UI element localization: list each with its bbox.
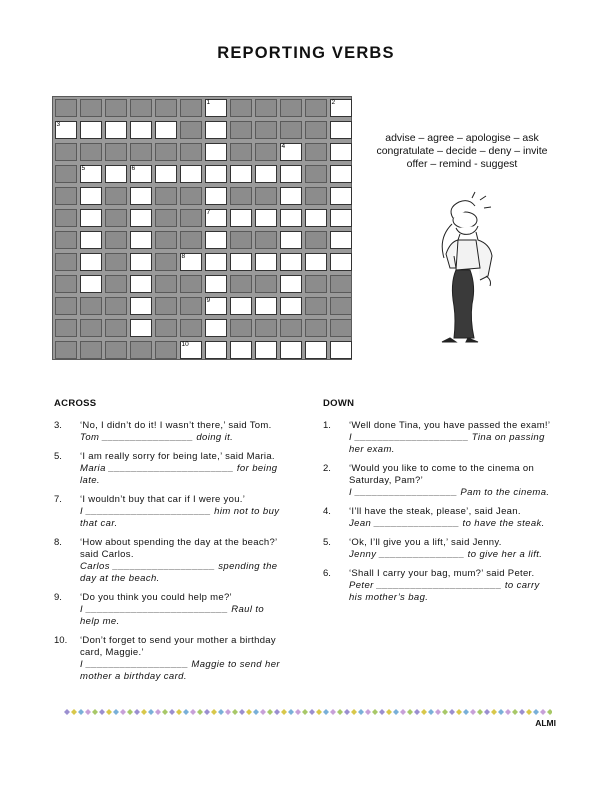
crossword-cell <box>180 121 202 139</box>
crossword-cell <box>55 275 77 293</box>
crossword-cell <box>155 275 177 293</box>
crossword-cell <box>80 275 102 293</box>
crossword-cell <box>105 341 127 359</box>
divider-ornament <box>92 709 98 715</box>
word-bank-line: congratulate – decide – deny – invite <box>376 145 548 157</box>
crossword-cell <box>180 143 202 161</box>
across-clue <box>54 420 284 444</box>
crossword-cell <box>255 165 277 183</box>
crossword-cell <box>255 231 277 249</box>
crossword-cell <box>305 121 327 139</box>
crossword-cell <box>280 121 302 139</box>
divider-ornament <box>141 709 147 715</box>
crossword-cell <box>80 121 102 139</box>
crossword-cell <box>180 253 202 271</box>
divider-ornament <box>463 709 469 715</box>
word-bank-line: offer – remind - suggest <box>406 158 518 170</box>
crossword-cell <box>80 165 102 183</box>
crossword-cell <box>130 165 152 183</box>
crossword-cell <box>80 209 102 227</box>
crossword-cell <box>305 253 327 271</box>
crossword-cell <box>180 187 202 205</box>
divider-ornament <box>85 709 91 715</box>
divider-ornament <box>428 709 434 715</box>
divider-ornament <box>323 709 329 715</box>
divider-ornament <box>295 709 301 715</box>
divider-ornament <box>449 709 455 715</box>
crossword-cell <box>105 187 127 205</box>
crossword-cell <box>180 209 202 227</box>
divider-ornament <box>477 709 483 715</box>
crossword-cell <box>130 121 152 139</box>
crossword-cell <box>55 187 77 205</box>
crossword-cell <box>230 143 252 161</box>
crossword-cell <box>205 231 227 249</box>
down-heading: DOWN <box>323 398 355 409</box>
divider-ornament <box>379 709 385 715</box>
crossword-cell <box>255 319 277 337</box>
clue-answer-line: I _________________________ Raul to help me. <box>80 604 265 627</box>
crossword-cell <box>205 297 227 315</box>
clue-number: 4. <box>323 506 331 517</box>
crossword-cell <box>55 99 77 117</box>
crossword-cell <box>80 143 102 161</box>
crossword-cell <box>180 297 202 315</box>
clue-quote: ‘Do you think you could help me?’ <box>80 592 232 603</box>
crossword-cell <box>130 341 152 359</box>
crossword-cell <box>230 231 252 249</box>
crossword-cell <box>55 165 77 183</box>
clue-number: 5. <box>323 537 331 548</box>
crossword-cell <box>130 143 152 161</box>
crossword-cell <box>105 297 127 315</box>
crossword-cell <box>330 209 352 227</box>
crossword-cell <box>205 253 227 271</box>
clue-number: 5. <box>54 451 62 462</box>
crossword-cell <box>55 143 77 161</box>
across-clue <box>54 451 284 487</box>
clue-quote: ‘Ok, I’ll give you a lift,’ said Jenny. <box>349 537 502 548</box>
crossword-cell <box>80 231 102 249</box>
clue-number: 6. <box>323 568 331 579</box>
crossword-cell <box>230 209 252 227</box>
crossword-cell <box>280 341 302 359</box>
divider-ornament <box>505 709 511 715</box>
crossword-cell <box>305 297 327 315</box>
crossword-cell <box>280 143 302 161</box>
divider-ornament <box>274 709 280 715</box>
divider-ornament <box>169 709 175 715</box>
crossword-cell <box>255 341 277 359</box>
down-clue <box>323 463 553 499</box>
divider-ornament <box>330 709 336 715</box>
down-clues <box>323 398 553 611</box>
crossword-cell <box>155 209 177 227</box>
clue-number-label: 9 <box>206 297 211 304</box>
crossword-cell <box>330 341 352 359</box>
crossword-cell <box>255 253 277 271</box>
crossword-cell <box>80 341 102 359</box>
crossword-cell <box>230 275 252 293</box>
down-clue <box>323 506 553 530</box>
divider-ornament <box>309 709 315 715</box>
clue-number-label: 8 <box>181 253 186 260</box>
divider-ornament <box>113 709 119 715</box>
crossword-cell <box>230 99 252 117</box>
crossword-cell <box>130 99 152 117</box>
crossword-cell <box>230 253 252 271</box>
clue-quote: ‘No, I didn’t do it! I wasn’t there,’ said Tom. <box>80 420 272 431</box>
divider-ornament <box>71 709 77 715</box>
divider-ornament <box>162 709 168 715</box>
divider-ornament <box>120 709 126 715</box>
crossword-cell <box>330 297 352 315</box>
divider-ornament <box>435 709 441 715</box>
clue-number-label: 5 <box>81 165 86 172</box>
crossword-cell <box>305 209 327 227</box>
clue-quote: ‘Well done Tina, you have passed the exam!’ <box>349 420 551 431</box>
crossword-cell <box>155 253 177 271</box>
divider-ornament <box>316 709 322 715</box>
crossword-cell <box>330 187 352 205</box>
crossword-cell <box>330 231 352 249</box>
crossword-cell <box>205 165 227 183</box>
crossword-cell <box>255 275 277 293</box>
crossword-cell <box>130 319 152 337</box>
crossword-cell <box>280 187 302 205</box>
crossword-cell <box>280 231 302 249</box>
crossword-cell <box>130 209 152 227</box>
clue-answer-line: Maria ______________________ for being late. <box>80 463 278 486</box>
crossword-cell <box>230 297 252 315</box>
crossword-cell <box>255 297 277 315</box>
clue-answer-line: Tom ________________ doing it. <box>80 432 234 443</box>
crossword-cell <box>330 143 352 161</box>
decorative-divider <box>62 708 552 716</box>
footer-label: ALMI <box>535 718 556 728</box>
crossword-cell <box>55 231 77 249</box>
divider-ornament <box>288 709 294 715</box>
crossword-cell <box>330 121 352 139</box>
across-heading: ACROSS <box>54 398 97 409</box>
clue-number: 10. <box>54 635 68 646</box>
crossword-cell <box>330 319 352 337</box>
crossword-cell <box>230 187 252 205</box>
divider-ornament <box>351 709 357 715</box>
divider-ornament <box>540 709 546 715</box>
crossword-cell <box>80 319 102 337</box>
divider-ornament <box>183 709 189 715</box>
down-clue <box>323 420 553 456</box>
divider-ornament <box>218 709 224 715</box>
crossword-cell <box>180 231 202 249</box>
clue-answer-line: Jenny _______________ to give her a lift. <box>349 549 543 560</box>
crossword-cell <box>230 165 252 183</box>
crossword-cell <box>330 253 352 271</box>
clue-answer-line: I ______________________ him not to buy that car. <box>80 506 280 529</box>
crossword-cell <box>305 231 327 249</box>
page-title: REPORTING VERBS <box>217 44 395 62</box>
clue-quote: ‘How about spending the day at the beach?’ said Carlos. <box>80 537 278 560</box>
crossword-cell <box>205 341 227 359</box>
divider-ornament <box>337 709 343 715</box>
crossword-cell <box>105 165 127 183</box>
crossword-cell <box>255 121 277 139</box>
divider-ornament <box>155 709 161 715</box>
crossword-cell <box>55 121 77 139</box>
divider-ornament <box>134 709 140 715</box>
clue-number-label: 2 <box>331 99 336 106</box>
clue-answer-line: Peter ______________________ to carry his mother’s bag. <box>349 580 540 603</box>
divider-ornament <box>106 709 112 715</box>
crossword-cell <box>155 297 177 315</box>
divider-ornament <box>344 709 350 715</box>
crossword-cell <box>105 121 127 139</box>
crossword-cell <box>155 99 177 117</box>
crossword-cell <box>230 341 252 359</box>
divider-ornament <box>372 709 378 715</box>
crossword-cell <box>105 231 127 249</box>
divider-ornament <box>456 709 462 715</box>
divider-ornament <box>64 709 70 715</box>
divider-ornament <box>302 709 308 715</box>
clue-number-label: 4 <box>281 143 286 150</box>
crossword-cell <box>280 165 302 183</box>
divider-ornament <box>407 709 413 715</box>
divider-ornament <box>239 709 245 715</box>
divider-ornament <box>386 709 392 715</box>
divider-ornament <box>99 709 105 715</box>
crossword-cell <box>305 275 327 293</box>
divider-ornament <box>204 709 210 715</box>
divider-ornament <box>365 709 371 715</box>
divider-ornament <box>127 709 133 715</box>
crossword-cell <box>155 121 177 139</box>
clue-answer-line: I __________________ Maggie to send her mother a birthday card. <box>80 659 280 682</box>
divider-ornament <box>519 709 525 715</box>
clue-answer-line: Carlos __________________ spending the day at the beach. <box>80 561 278 584</box>
crossword-cell <box>155 231 177 249</box>
crossword-cell <box>280 319 302 337</box>
crossword-cell <box>180 165 202 183</box>
clue-number: 1. <box>323 420 331 431</box>
clue-number: 3. <box>54 420 62 431</box>
crossword-cell <box>155 143 177 161</box>
crossword-cell <box>205 121 227 139</box>
crossword-cell <box>105 319 127 337</box>
clue-number-label: 10 <box>181 341 189 348</box>
crossword-cell <box>330 165 352 183</box>
crossword-cell <box>130 231 152 249</box>
clue-quote: ‘Shall I carry your bag, mum?’ said Peter. <box>349 568 535 579</box>
divider-ornament <box>281 709 287 715</box>
crossword-cell <box>155 165 177 183</box>
crossword-cell <box>80 253 102 271</box>
divider-ornament <box>211 709 217 715</box>
crossword-cell <box>180 319 202 337</box>
crossword-cell <box>255 209 277 227</box>
crossword-cell <box>155 341 177 359</box>
divider-ornament <box>246 709 252 715</box>
divider-ornament <box>253 709 259 715</box>
across-clue <box>54 635 284 683</box>
divider-ornament <box>176 709 182 715</box>
clue-quote: ‘I wouldn’t buy that car if I were you.’ <box>80 494 246 505</box>
divider-ornament <box>526 709 532 715</box>
divider-ornament <box>512 709 518 715</box>
crossword-cell <box>180 275 202 293</box>
crossword-cell <box>330 99 352 117</box>
divider-ornament <box>232 709 238 715</box>
clue-answer-line: I __________________ Pam to the cinema. <box>349 487 550 498</box>
divider-ornament <box>491 709 497 715</box>
clue-number-label: 3 <box>56 121 61 128</box>
crossword-cell <box>280 297 302 315</box>
clue-number: 8. <box>54 537 62 548</box>
divider-ornament <box>197 709 203 715</box>
crossword-cell <box>280 253 302 271</box>
crossword-cell <box>305 341 327 359</box>
across-clue <box>54 537 284 585</box>
clue-number-label: 6 <box>131 165 136 172</box>
thinking-woman-illustration <box>420 188 510 348</box>
crossword-cell <box>130 297 152 315</box>
clue-answer-line: I ____________________ Tina on passing her exam. <box>349 432 545 455</box>
crossword-cell <box>205 143 227 161</box>
crossword-cell <box>180 341 202 359</box>
crossword-cell <box>230 121 252 139</box>
crossword-cell <box>130 275 152 293</box>
clue-number-label: 7 <box>206 209 211 216</box>
divider-ornament <box>484 709 490 715</box>
crossword-cell <box>105 275 127 293</box>
divider-ornament <box>470 709 476 715</box>
clue-quote: ‘Don’t forget to send your mother a birthday card, Maggie.’ <box>80 635 276 658</box>
crossword-cell <box>305 165 327 183</box>
crossword-cell <box>305 187 327 205</box>
clue-answer-line: Jean _______________ to have the steak. <box>349 518 545 529</box>
crossword-cell <box>105 253 127 271</box>
divider-ornament <box>400 709 406 715</box>
word-bank <box>362 132 562 171</box>
crossword-cell <box>205 319 227 337</box>
crossword-cell <box>205 209 227 227</box>
across-clue <box>54 494 284 530</box>
crossword-cell <box>155 187 177 205</box>
crossword-cell <box>280 99 302 117</box>
clue-number: 2. <box>323 463 331 474</box>
divider-ornament <box>498 709 504 715</box>
crossword-cell <box>305 143 327 161</box>
crossword-cell <box>205 275 227 293</box>
crossword-cell <box>80 297 102 315</box>
divider-ornament <box>421 709 427 715</box>
crossword-cell <box>280 275 302 293</box>
divider-ornament <box>225 709 231 715</box>
across-clues <box>54 398 284 690</box>
crossword-cell <box>330 275 352 293</box>
crossword-cell <box>105 209 127 227</box>
clue-quote: ‘Would you like to come to the cinema on Saturday, Pam?’ <box>349 463 535 486</box>
crossword-cell <box>205 187 227 205</box>
crossword-cell <box>55 209 77 227</box>
crossword-cell <box>280 209 302 227</box>
crossword-cell <box>105 143 127 161</box>
divider-ornament <box>533 709 539 715</box>
crossword-cell <box>255 143 277 161</box>
divider-ornament <box>393 709 399 715</box>
crossword-cell <box>255 187 277 205</box>
crossword-cell <box>80 187 102 205</box>
divider-ornament <box>358 709 364 715</box>
crossword-cell <box>205 99 227 117</box>
divider-ornament <box>442 709 448 715</box>
divider-ornament <box>78 709 84 715</box>
divider-ornament <box>267 709 273 715</box>
clue-number-label: 1 <box>206 99 211 106</box>
crossword-cell <box>130 187 152 205</box>
divider-ornament <box>260 709 266 715</box>
divider-ornament <box>547 709 552 715</box>
clue-quote: ‘I’ll have the steak, please’, said Jean. <box>349 506 521 517</box>
crossword-cell <box>80 99 102 117</box>
crossword-cell <box>305 99 327 117</box>
divider-ornament <box>190 709 196 715</box>
crossword-cell <box>155 319 177 337</box>
crossword-cell <box>305 319 327 337</box>
crossword-cell <box>180 99 202 117</box>
crossword-cell <box>55 341 77 359</box>
divider-ornament <box>148 709 154 715</box>
crossword-cell <box>105 99 127 117</box>
down-clue <box>323 568 553 604</box>
crossword-cell <box>255 99 277 117</box>
clue-number: 7. <box>54 494 62 505</box>
crossword-cell <box>55 319 77 337</box>
crossword-cell <box>55 253 77 271</box>
across-clue <box>54 592 284 628</box>
clue-quote: ‘I am really sorry for being late,’ said Maria. <box>80 451 275 462</box>
crossword-grid <box>52 96 352 360</box>
crossword-cell <box>130 253 152 271</box>
divider-ornament <box>414 709 420 715</box>
crossword-cell <box>230 319 252 337</box>
down-clue <box>323 537 553 561</box>
clue-number: 9. <box>54 592 62 603</box>
word-bank-line: advise – agree – apologise – ask <box>385 132 539 144</box>
crossword-cell <box>55 297 77 315</box>
